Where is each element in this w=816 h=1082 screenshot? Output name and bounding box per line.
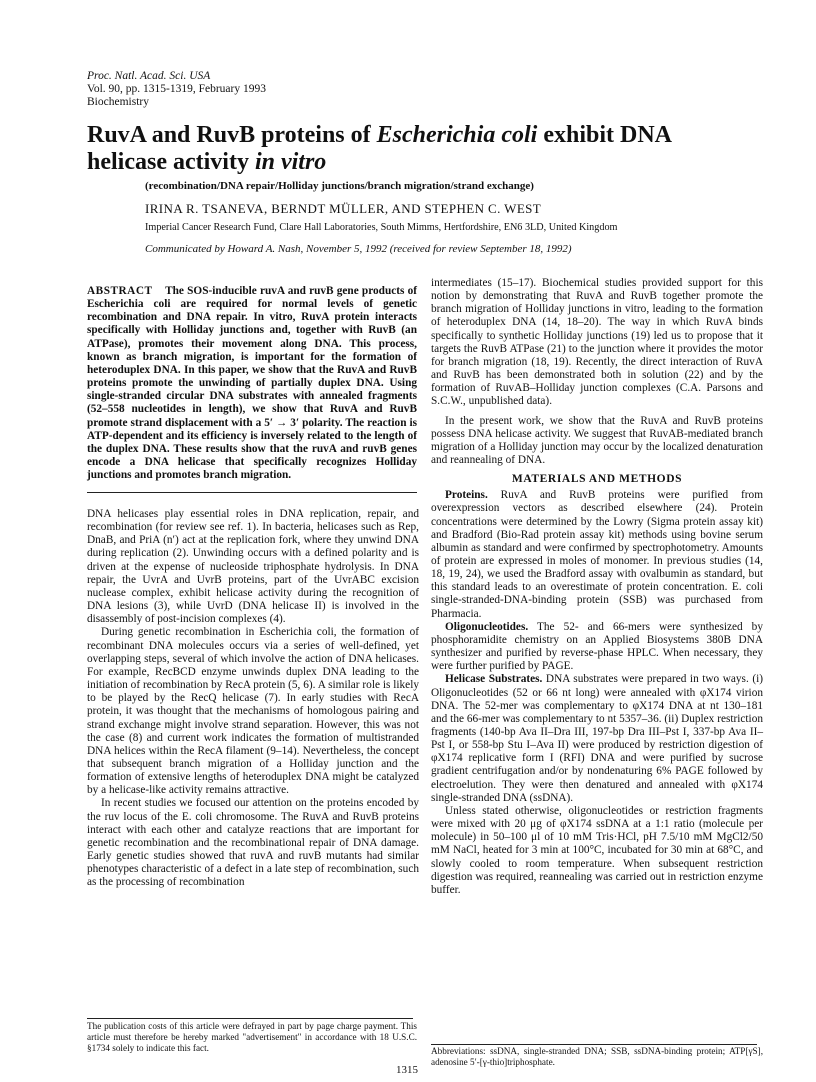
volume-line: Vol. 90, pp. 1315-1319, February 1993 xyxy=(87,83,266,95)
methods-heading: MATERIALS AND METHODS xyxy=(511,473,683,486)
journal-name: Proc. Natl. Acad. Sci. USA xyxy=(87,70,211,82)
intro-paragraph-1: DNA helicases play essential roles in DNA replication, repair, and recombination (for review see ref. 1). In bacteria, helicases such as Rep, DnaB, and PriA (n′) act at the replication fork, where they unwind DNA during replication (2). Unwinding occurs with a defined polarity and is driven at the expense of nucleoside triphosphate hydrolysis. In DNA repair, the UvrA and UvrB proteins, part of the UvrABC excision nuclease complex, exhibit helicase activity during the recognition of DNA lesions (3), while UvrD (DNA helicase II) is involved in the disassembly of post-incision complexes (4). xyxy=(87,508,419,626)
page-number: 1315 xyxy=(396,1064,418,1076)
helicase-substrates-text: DNA substrates were prepared in two ways. (i) Oligonucleotides (52 or 66 nt long) were annealed with φX174 virion DNA. The 52-mer was complementary to φX174 DNA at nt 130–181 and the 66-mer was complementary to nt 5357–36. (ii) Duplex restriction fragments (140-bp Ava II–Dra III, 197-bp Dra III–Pst I, 337-bp Ava II–Pst I, or 558-bp Stu I–Ava II) were produced by restriction digestion of φX174 replicative form I (RFI) DNA and were purified by sucrose gradient centrifugation and/or by nondenaturing 6% PAGE followed by electroelution. They were then denatured and annealed with φX174 single-stranded DNA (ssDNA). xyxy=(431,673,763,804)
article-title xyxy=(87,122,747,176)
proteins-paragraph xyxy=(431,489,763,621)
helicase-substrates-label: Helicase Substrates. xyxy=(445,673,543,686)
proteins-text: RuvA and RuvB proteins were purified from overexpression vectors as described elsewhere (24). Protein concentrations were determined by the Lowry (Sigma protein assay kit) and Bradford (Bio-Rad protein assay kit) methods using bovine serum albumin as standard and were confirmed by spectrophotometry. Amounts of protein are expressed in moles of monomer. In previous studies (14, 18, 19, 24), we used the Bradford assay with ovalbumin as standard, but this standard leads to an overestimate of protein concentration. E. coli single-stranded-DNA-binding protein (SSB) was purchased from Pharmacia. xyxy=(431,489,763,620)
abstract-label: ABSTRACT xyxy=(87,285,153,297)
communicated-by: Communicated by Howard A. Nash, November 5, 1992 (received for review September 18, 1992) xyxy=(145,243,572,255)
abbreviations-footnote: Abbreviations: ssDNA, single-stranded DNA; SSB, ssDNA-binding protein; ATP[γS], adenosine 5′-[γ-thio]triphosphate. xyxy=(431,1046,763,1067)
journal-header xyxy=(87,70,266,109)
oligonucleotides-text: The 52- and 66-mers were synthesized by phosphoramidite chemistry on an Applied Biosystems 380B DNA synthesizer and purified by reverse-phase HPLC. When necessary, they were further purified by PAGE. xyxy=(431,620,763,673)
intro-paragraph-2: During genetic recombination in Escherichia coli, the formation of recombinant DNA molecules occurs via a series of well-defined, yet overlapping steps, several of which involve the action of DNA helicases. For example, RecBCD enzyme unwinds duplex DNA leading to the initiation of recombination by RecA protein (5, 6). A similar role is likely to be played by the RecQ helicase (7). In early studies with RecA protein, it was thought that the mechanisms of homologous pairing and strand exchange might involve strand separation. However, this was not the case (8) and current work indicates the formation of multistranded DNA helices within the RecA filament (9–14). Nevertheless, the concept that subsequent branch migration of a Holliday junction and the formation of extensive lengths of heteroduplex DNA might be catalyzed by a helicase-like activity remains attractive. xyxy=(87,626,419,797)
helicase-substrates-paragraph xyxy=(431,673,763,805)
right-column-body xyxy=(431,277,763,897)
right-paragraph-1: intermediates (15–17). Biochemical studies provided support for this notion by demonstrating that RuvA and RuvB together promote the branch migration of Holliday junctions in vitro, leading to the formation of heteroduplex DNA (14, 18–20). The way in which RuvA binds specifically to synthetic Holliday junctions (19) led us to propose that it targets the RuvB ATPase (21) to the junction where it provides the motor for branch migration (18, 19). Recently, the direct interaction of RuvA and RuvB has been demonstrated both in solution (22) and by the formation of RuvAB–Holliday junction complexes (C.A. Parsons and S.C.W., unpublished data). xyxy=(431,277,763,408)
title-part-2: exhibit DNA helicase activity xyxy=(87,122,671,175)
proteins-label: Proteins. xyxy=(445,489,488,502)
affiliation: Imperial Cancer Research Fund, Clare Hall Laboratories, South Mimms, Hertfordshire, EN6 3LD, United Kingdom xyxy=(145,222,618,233)
right-paragraph-2: In the present work, we show that the RuvA and RuvB proteins possess DNA helicase activity. We suggest that RuvAB-mediated branch migration of a Holliday junction may occur by the localized denaturation and reannealing of DNA. xyxy=(431,414,763,467)
abstract xyxy=(87,285,417,493)
abstract-text: The SOS-inducible ruvA and ruvB gene products of Escherichia coli are required for normal levels of genetic recombination and DNA repair. In vitro, RuvA protein interacts specifically with Holliday junctions and, together with RuvB (an ATPase), promotes their movement along DNA. This process, known as branch migration, is important for the formation of heteroduplex DNA. In this paper, we show that the RuvA and RuvB proteins promote the unwinding of partially duplex DNA. Using single-stranded circular DNA substrates with annealed fragments (52–558 nucleotides in length), we show that RuvA and RuvB promote strand displacement with a 5′ → 3′ polarity. The reaction is ATP-dependent and its efficiency is inversely related to the length of the duplex DNA. These results show that the ruvA and ruvB genes encode a DNA helicase that specifically recognizes Holliday junctions and promotes branch migration. xyxy=(87,285,417,482)
left-column-body xyxy=(87,508,419,890)
authors: IRINA R. TSANEVA, BERNDT MÜLLER, AND STEPHEN C. WEST xyxy=(145,201,542,216)
title-organism: Escherichia coli xyxy=(376,122,538,148)
journal-section: Biochemistry xyxy=(87,96,149,108)
abbreviations-divider xyxy=(431,1044,757,1045)
title-part-1: RuvA and RuvB proteins of xyxy=(87,122,377,148)
intro-paragraph-3: In recent studies we focused our attention on the proteins encoded by the ruv locus of the E. coli chromosome. The RuvA and RuvB proteins interact with each other and catalyze reactions that are important for genetic recombination and the recombinational repair of DNA damage. Early genetic studies showed that ruvA and ruvB mutants had similar phenotypes characteristic of a defect in a late step of recombination, such as the processing of recombination xyxy=(87,797,419,889)
title-part-3: in vitro xyxy=(254,149,327,175)
oligonucleotides-label: Oligonucleotides. xyxy=(445,620,529,633)
footnote-divider xyxy=(87,1018,413,1019)
publication-footnote: The publication costs of this article were defrayed in part by page charge payment. This article must therefore be hereby marked "advertisement" in accordance with 18 U.S.C. §1734 solely to indicate this fact. xyxy=(87,1021,417,1053)
oligonucleotides-paragraph xyxy=(431,621,763,674)
keywords: (recombination/DNA repair/Holliday junctions/branch migration/strand exchange) xyxy=(145,180,534,192)
annealing-paragraph: Unless stated otherwise, oligonucleotides or restriction fragments were mixed with 20 μg of φX174 ssDNA at a 1:1 ratio (molecule per molecule) in 50–100 μl of 10 mM Tris·HCl, pH 7.5/10 mM MgCl2/50 mM NaCl, heated for 3 min at 100°C, incubated for 30 min at 68°C, and slowly cooled to room temperature. When subsequent restriction digestion was required, reannealing was carried out in restriction enzyme buffer. xyxy=(431,804,763,896)
